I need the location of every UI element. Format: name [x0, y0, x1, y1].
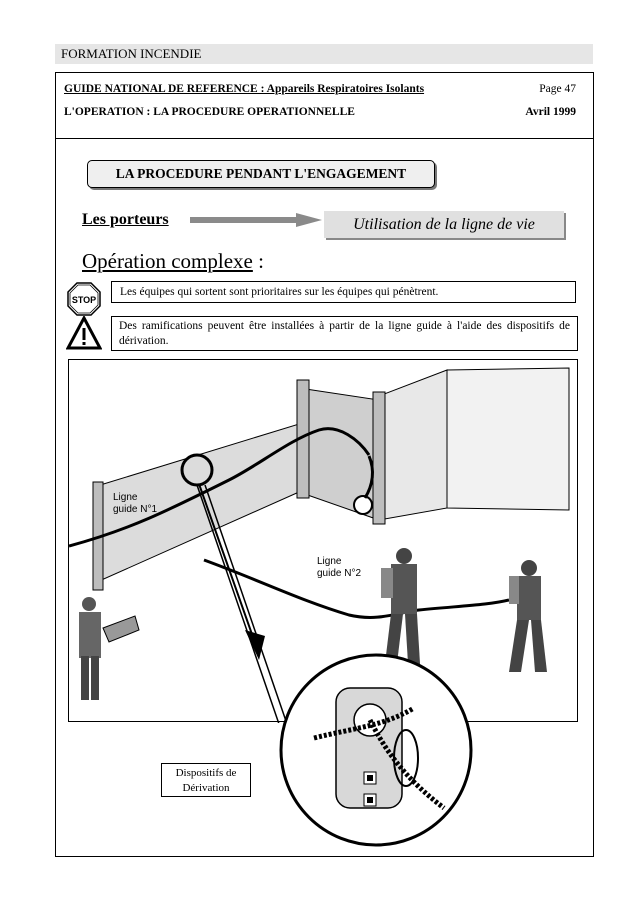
stop-icon	[67, 282, 101, 316]
section-title: LA PROCEDURE PENDANT L'ENGAGEMENT	[87, 160, 435, 188]
guide-title: GUIDE NATIONAL DE REFERENCE : Appareils Respiratoires Isolants	[64, 83, 425, 95]
dispositifs-label-b: Dérivation	[182, 782, 230, 794]
ligne2-label-b: guide N°2	[317, 568, 362, 579]
dispositifs-label-a: Dispositifs de	[175, 767, 237, 779]
page-number: Page 47	[539, 83, 576, 95]
porteurs-label: Les porteurs	[82, 211, 169, 228]
rule-warning: Des ramifications peuvent être installées à partir de la ligne guide à l'aide des dispositifs de dérivation.	[111, 316, 578, 351]
firefighter-left	[79, 597, 139, 700]
page-frame	[55, 72, 594, 857]
operation-title	[82, 249, 264, 274]
ligne2-label-a: Ligne	[317, 556, 342, 567]
firefighter-right	[509, 560, 547, 672]
dispositifs-label	[161, 763, 251, 797]
operation-header: L'OPERATION : LA PROCEDURE OPERATIONNELLE	[64, 106, 355, 118]
top-banner: FORMATION INCENDIE	[55, 44, 593, 64]
ligne1-label-a: Ligne	[113, 492, 138, 503]
date: Avril 1999	[525, 106, 576, 118]
warning-icon	[66, 316, 102, 350]
ligne-de-vie-label: Utilisation de la ligne de vie	[324, 211, 564, 238]
operation-title-text: Opération complexe	[82, 249, 253, 273]
stop-icon-text: STOP	[71, 295, 97, 305]
header-divider	[56, 138, 593, 139]
operation-title-colon: :	[252, 249, 264, 273]
ligne1-label-b: guide N°1	[113, 504, 158, 515]
right-arrow-icon	[190, 213, 324, 229]
rule-stop: Les équipes qui sortent sont prioritaires sur les équipes qui pénètrent.	[111, 281, 576, 303]
detail-zoom-circle	[274, 648, 474, 848]
